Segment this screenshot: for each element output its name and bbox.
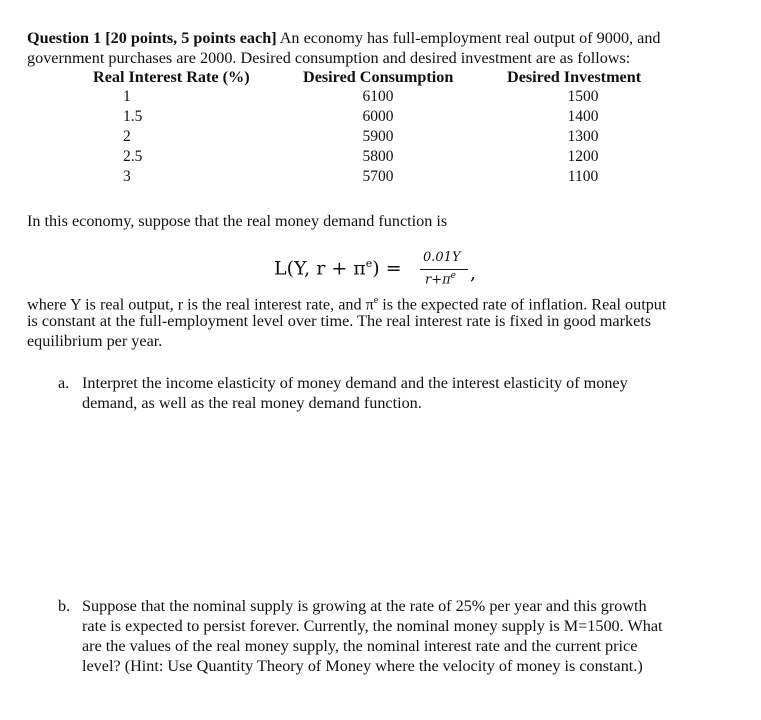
table-cell-rate: 2 bbox=[123, 128, 131, 145]
question-intro-line-1 bbox=[27, 28, 661, 48]
table-header-rate: Real Interest Rate (%) bbox=[93, 68, 250, 86]
part-b-line-1: Suppose that the nominal supply is growing at the rate of 25% per year and this growth bbox=[82, 597, 647, 615]
part-b-line-4: level? (Hint: Use Quantity Theory of Money where the velocity of money is constant.) bbox=[82, 657, 643, 675]
table-cell-investment: 1200 bbox=[567, 148, 599, 165]
part-a-label: a. bbox=[58, 374, 70, 392]
where-line-2: is constant at the full-employment level over time. The real interest rate is fixed in good markets bbox=[27, 312, 652, 330]
table-header-consumption: Desired Consumption bbox=[303, 68, 454, 86]
formula-denominator: $r+\pi^e$ bbox=[425, 271, 456, 288]
part-a-line-2: demand, as well as the real money demand function. bbox=[82, 394, 422, 412]
table-cell-rate: 2.5 bbox=[123, 148, 143, 165]
table-cell-consumption: 5700 bbox=[362, 168, 394, 185]
table-cell-rate: 3 bbox=[123, 168, 131, 185]
table-cell-rate: 1 bbox=[123, 88, 131, 105]
table-cell-consumption: 6100 bbox=[362, 88, 394, 105]
part-a-line-1: Interpret the income elasticity of money demand and the interest elasticity of money bbox=[82, 374, 628, 392]
part-b-label: b. bbox=[58, 597, 71, 615]
where-line-3: equilibrium per year. bbox=[27, 332, 163, 350]
formula-lhs: L(Y, $r + \pi^e$) = bbox=[274, 257, 402, 280]
table-cell-investment: 1500 bbox=[567, 88, 599, 105]
money-demand-intro: In this economy, suppose that the real money demand function is bbox=[27, 212, 448, 230]
part-b-line-2: rate is expected to persist forever. Currently, the nominal money supply is M=1500. What bbox=[82, 617, 663, 635]
table-header-investment: Desired Investment bbox=[507, 68, 642, 86]
question-heading: Question 1 [20 points, 5 points each] bbox=[27, 29, 277, 47]
question-intro-text: An economy has full-employment real output of 9000, and bbox=[276, 29, 661, 47]
table-cell-consumption: 6000 bbox=[362, 108, 394, 125]
formula-trailing-comma: , bbox=[470, 262, 477, 284]
where-line-1: where Y is real output, r is the real interest rate, and $\pi^e$ is the expected rate of inflation. Real output bbox=[27, 295, 667, 314]
question-intro-line-2: government purchases are 2000. Desired consumption and desired investment are as follows: bbox=[27, 49, 631, 67]
table-cell-rate: 1.5 bbox=[123, 108, 143, 125]
part-b-line-3: are the values of the real money supply, the nominal interest rate and the current price bbox=[82, 637, 638, 655]
formula-numerator: 0.01Y bbox=[423, 250, 461, 265]
table-cell-investment: 1400 bbox=[567, 108, 599, 125]
table-cell-consumption: 5800 bbox=[362, 148, 394, 165]
table-cell-investment: 1300 bbox=[567, 128, 599, 145]
table-cell-investment: 1100 bbox=[567, 168, 599, 185]
table-cell-consumption: 5900 bbox=[362, 128, 394, 145]
